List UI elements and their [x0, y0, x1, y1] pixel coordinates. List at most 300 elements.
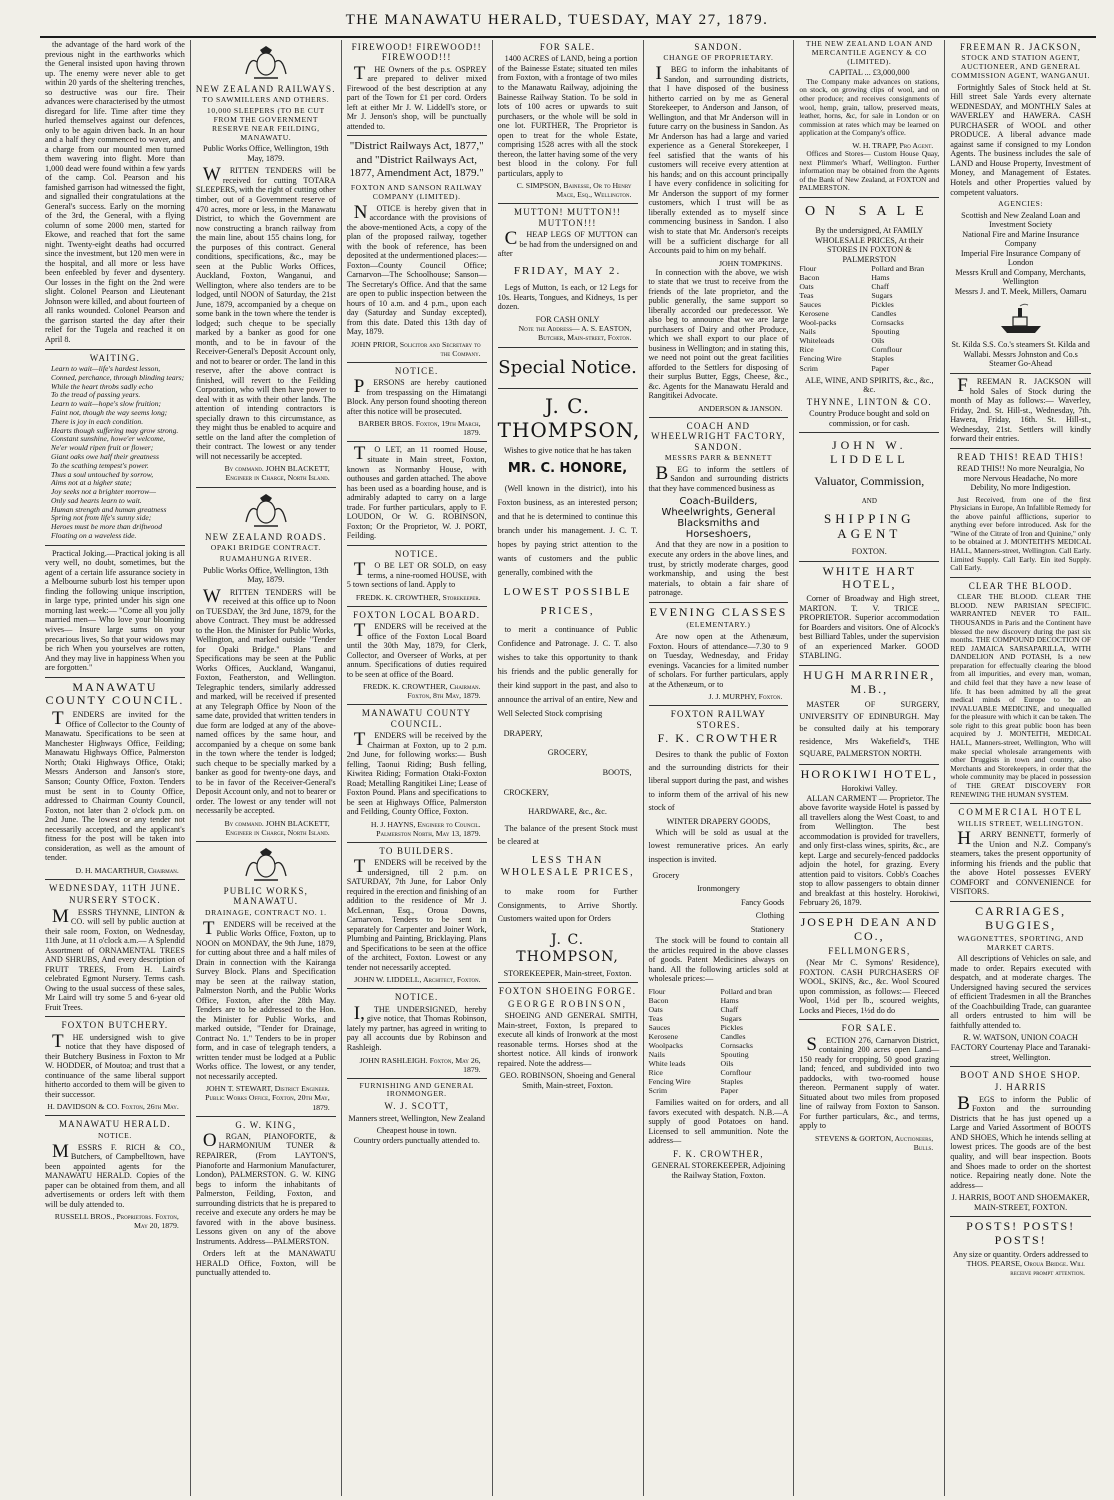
price-list-item: Spouting	[720, 1050, 749, 1060]
divider	[196, 1116, 336, 1117]
divider	[950, 577, 1091, 578]
divider	[498, 388, 638, 389]
price-list-item: Fencing Wire	[648, 1077, 691, 1087]
posts-signature: THOS. PEARSE, Oroua Bridge. Will receive prompt attention.	[966, 1259, 1085, 1278]
crowther-text-2: Which will be sold as usual at the lowest remunerative prices. An early inspection is invited.	[648, 828, 789, 864]
price-list-item: Flour	[799, 264, 817, 274]
forge-heading: FOXTON SHOEING FORGE.	[498, 986, 637, 997]
on-sale-text-2: Country Produce bought and sold on commission, or for cash.	[809, 409, 930, 428]
price-list-item: Paper	[871, 363, 890, 373]
goods-item: Grocery	[652, 870, 680, 880]
price-list-item: Paper	[720, 1086, 739, 1096]
poem-title: WAITING.	[89, 352, 141, 363]
poem-line: Learn to wait—life's hardest lesson,	[51, 363, 161, 373]
special-notice-heading: Special Notice.	[498, 356, 637, 378]
sandon-text-2: In connection with the above, we wish to state that we trust to receive from the friends of the late proprietor, and the public generally, the same support so liberally accorded our predecessor. We also beg to announce that we are large purchasers of Dairy and other Produce, which we shall export to our place of business in Wellington; and in stating this, we need not point out the great facilities afforded to the Settlers for disposing of their surplus Butter, Eggs, Cheese, &c., &c. Agents for the Manawatu Herald and Rangitikei Advocate.	[648, 267, 789, 401]
thompson-intro: Wishes to give notice that he has taken	[503, 445, 632, 455]
column-3	[342, 40, 493, 1496]
evening-classes-heading: EVENING CLASSES	[649, 604, 788, 619]
liddell-subtitle: Valuator, Commission,	[814, 473, 925, 488]
nursery-heading: NURSERY STOCK.	[69, 895, 161, 906]
divider	[950, 803, 1091, 804]
thompson-signature: STOREKEEPER, Main-street, Foxton.	[503, 968, 632, 978]
council-signature: D. H. MACARTHUR, Chairman.	[75, 865, 179, 875]
crowther-text-3: The stock will be found to contain all the articles required in the above classes of goods. Patent Medicines always on hand. All the following articles sold at wholesale prices:—	[648, 936, 789, 984]
mutton-prices: Legs of Mutton, 1s each, or 12 Legs for 10s. Hearts, Tongues, and Kidneys, 1s per dozen.	[497, 283, 638, 312]
price-list-item: Oats	[799, 282, 814, 292]
poem-line: Learn to wait—hope's slow fruition;	[51, 399, 162, 409]
practical-joking-text: Practical Joking.—Practical joking is all very well, no doubt, sometimes, but the agent of a certain life assurance society in a Melbourne suburb lost his temper upon finding the following unique inscription, in large type, printed under his sign one morning last week:— "Come all you jolly married men— Who love your blooming wives— Insure large sums on your precarious lives, So that your widows may be rich When you yourselves are rotten, And they may live in happiness When you are forgotten."	[45, 548, 185, 673]
crowther-text-4: Families waited on for orders, and all favors executed with despatch. N.B.—A supply of good Potatoes on hand. Licensed to sell ammunition. Note the address—	[648, 1098, 789, 1146]
king-orders: Orders left at the MANAWATU HERALD Office, Foxton, will be punctually attended to.	[195, 1249, 336, 1278]
liddell-place: FOXTON.	[851, 547, 887, 557]
divider	[196, 487, 336, 488]
on-sale-signature: THYNNE, LINTON & CO.	[806, 396, 932, 407]
divider	[347, 988, 487, 989]
divider	[347, 704, 487, 705]
carriages-signature: R. W. WATSON, UNION COACH FACTORY Courtenay Place and Taranaki-street, Wellington.	[950, 1033, 1091, 1062]
price-list-item: Oils	[720, 1059, 734, 1069]
sandon-subheading: CHANGE OF PROPRIETARY.	[663, 53, 774, 63]
agencies-heading: AGENCIES:	[998, 199, 1044, 209]
on-sale-list	[799, 264, 939, 372]
section-sale-text: SECTION 276, Carnarvon District, containing 200 acres open Land—150 ready for cropping, 50 good grazing land; fenced, and subdivided into two paddocks, with two-roomed house thereon. Permanent supply of water. Situated about two miles from proposed line of railway from Foxton to Sanson. For further particulars, &c., and terms, apply to	[799, 1033, 940, 1131]
divider	[950, 1066, 1091, 1067]
roads-subheading: OPAKI BRIDGE CONTRACT.	[210, 542, 321, 552]
house-notice-text: TO BE LET OR SOLD, on easy terms, a nine-roomed HOUSE, with 5 town sections of land. Apply to	[346, 559, 487, 590]
divider	[799, 1019, 939, 1020]
price-list-item: Oats	[648, 1004, 663, 1014]
divider	[347, 135, 487, 136]
local-board-heading: FOXTON LOCAL BOARD.	[353, 609, 481, 620]
goods-item: Clothing	[755, 911, 785, 921]
works-heading: PUBLIC WORKS, MANAWATU.	[223, 886, 309, 907]
horokiwi-heading: HOROKIWI HOTEL,	[800, 767, 938, 782]
crowther-signature-2: GENERAL STOREKEEPER, Adjoining the Railway Station, Foxton.	[651, 1161, 786, 1180]
sanson-company-text: NOTICE is hereby given that in accordance with the provisions of the above-mentioned Acts, a copy of the plan of the proposed railway, together with the book of reference, has been deposited at the undermentioned places:— Foxton—County Council Office; Carnarvon—The Schoolhouse; Sanson—The Secretary's Office. And that the same are open to public inspection between the hours of 10 a.m. and 4 p.m., upon each day (Saturday and Sunday excepted), from this date. Dated this 13th day of May, 1879.	[346, 201, 487, 337]
price-list-item: Sugars	[871, 291, 893, 301]
divider	[45, 677, 185, 678]
house-notice-signature: FREDK. K. CROWTHER, Storekeeper.	[355, 592, 481, 602]
thompson-name: J. C. THOMPSON,	[497, 394, 641, 442]
price-list-item: Staples	[720, 1077, 743, 1087]
price-list-item: Chaff	[871, 282, 889, 292]
price-list-item: Pollard and Bran	[871, 264, 925, 274]
price-list-item: Teas	[799, 291, 814, 301]
agency-item: Scottish and New Zealand Loan and Investment Society	[961, 210, 1081, 230]
works-signature: JOHN T. STEWART, District Engineer. Public Works Office, Foxton, 20th May, 1879.	[205, 1084, 330, 1112]
steamer-text: St. Kilda S.S. Co.'s steamers St. Kilda and Wallabi. Messrs Johnston and Co.s Steamer Go-Ahead	[951, 340, 1090, 369]
divider	[799, 912, 939, 913]
works-text: TENDERS will be received at the Public Works Office, Foxton, up to NOON on MONDAY, the 9th June, 1879, for cutting about three and a half miles of Drain in connection with the Kairanga Survey Block. Plans and Specification may be seen at the railway station, Palmerston North, and the Public Works Office, Foxton, after the 28th May. Tenders are to be addressed to the Hon. the Minister for Public Works, and marked outside, "Tender for Drainage, Contract No. 1." Tenders to be in proper form, and in case of telegraph tenders, a written tender must be lodged at a Public Works office. The lowest, or any tender, not necessarily accepted.	[195, 917, 336, 1081]
price-list-item: White leads	[648, 1059, 686, 1069]
coach-factory-text: BEG to inform the settlers of Sandon and surrounding districts that they have commenced business as	[648, 462, 789, 493]
loan-agency-offices: Offices and Stores— Custom House Quay, next Plimmer's Wharf, Wellington. Further information may be obtained from the Agents of the Bank of New Zealand, at FOXTON and PALMERSTON.	[799, 148, 940, 193]
marriner-heading: HUGH MARRINER, M.B.,	[803, 667, 936, 696]
commercial-hotel-heading: COMMERCIAL HOTEL	[958, 807, 1083, 818]
thompson-text-2: to merit a continuance of Public Confidence and Patronage. J. C. T. also wishes to take this opportunity to thank his friends and the public generally for their kind support in the past, and also to announce the arrival of an entire, New and Well Selected Stock comprising	[497, 625, 638, 719]
land-sale-heading: FOR SALE.	[539, 42, 596, 52]
price-list-item: Scrim	[799, 363, 818, 373]
coach-factory-subheading: MESSRS PARR & BENNETT	[664, 453, 772, 463]
local-board-signature: FREDK. K. CROWTHER, Chairman. Foxton, 8th May, 1879.	[362, 682, 481, 701]
poem-line: Hearts though suffering may grow strong.	[51, 425, 179, 435]
divider	[950, 1216, 1091, 1217]
price-list-item: Scrim	[648, 1086, 668, 1096]
column-4	[493, 40, 644, 1496]
crowther-name: F. K. CROWTHER	[657, 731, 780, 746]
railways-heading: NEW ZEALAND RAILWAYS.	[195, 84, 336, 94]
newspaper-page	[40, 40, 1096, 1496]
butchery-signature: H. DAVIDSON & CO. Foxton, 26th May.	[47, 1102, 179, 1112]
mutton-heading: MUTTON! MUTTON!! MUTTON!!!	[514, 207, 622, 228]
dean-text: (Near Mr C. Symons' Residence), FOXTON. CASH PURCHASERS OF WOOL, SKINS, &c., &c. Wool Scoured upon commission, as follows:— Fleeced Wool, 1½d per lb., scoured weights, Locks and Pieces, 1½d do do	[799, 958, 940, 1015]
scott-name: W. J. SCOTT,	[384, 1101, 450, 1112]
mutton-cash: FOR CASH ONLY	[535, 314, 600, 324]
price-list-item: Woolpacks	[648, 1041, 683, 1051]
agency-item: National Fire and Marine Insurance Company	[962, 229, 1080, 249]
liddell-name: JOHN W. LIDDELL	[829, 438, 909, 466]
roads-heading: NEW ZEALAND ROADS.	[204, 531, 327, 542]
evening-classes-signature: J. J. MURPHY, Foxton.	[708, 692, 783, 702]
poem-line: Human strength and human greatness	[51, 504, 167, 514]
thompson-text-4: to make room for Further Consignments, to Arrive Shortly. Customers waited upon for Orders	[497, 886, 638, 924]
column-1	[40, 40, 191, 1496]
dean-subheading: FELLMONGERS,	[828, 945, 911, 956]
boot-shop-signature: J. HARRIS, BOOT AND SHOEMAKER, MAIN-STREET, FOXTON.	[951, 1193, 1090, 1212]
price-list-item: Nails	[799, 327, 816, 337]
crowther-signature: F. K. CROWTHER,	[673, 1148, 764, 1159]
price-list-item: Cornflour	[720, 1068, 752, 1078]
price-list-item: Staples	[871, 354, 894, 364]
jackson-sales-text: FREEMAN R. JACKSON will hold Sales of Stock during the month of May as follows:— Waverley, Friday, 2nd. St. Hill-st., Wednesday, 7th. Hawera, Friday, 16th. St. Hill-st., Wednesday, 21st. Settlers will kindly forward their entries.	[950, 375, 1091, 444]
builders-text: TENDERS will be received by the undersigned, till 2 p.m. on SATURDAY, 7th June, for Labor Only required in the erection and finishing of an addition to the residence of Mr J. McLennan, Esq., Oroua Downs, Carnarvon. Tenders to be sent in separately for Carpenter and Joiner Work, Plumbing and Painting, Bricklaying. Plans and Specifications to be seen at the office of the architect, Foxton. Lowest or any tender not necessarily accepted.	[346, 856, 487, 972]
agency-item: Imperial Fire Insurance Company of London	[960, 248, 1081, 268]
partnership-notice-heading: NOTICE.	[394, 992, 439, 1003]
mutton-signature: Note the Address— A. S. EASTON, Butcher, Main-street, Foxton.	[518, 324, 632, 343]
herald-heading: MANAWATU HERALD.	[58, 1119, 171, 1130]
sanson-company-signature: JOHN PRIOR, Solicitor and Secretary to the Company.	[351, 339, 481, 358]
jackson-heading: FREEMAN R. JACKSON,	[959, 42, 1082, 52]
divider	[950, 373, 1091, 374]
poem-line: Conned, perchance, through blinding tears;	[51, 372, 185, 382]
price-list-item: Cornflour	[871, 345, 903, 355]
boot-shop-name: J. HARRIS	[994, 1082, 1047, 1093]
marriner-text: MASTER OF SURGERY, UNIVERSITY OF EDINBURGH. May be consulted daily at his temporary residence, Mrs Wakefield's, THE SQUARE, PALMERSTON NORTH.	[799, 699, 940, 758]
thompson-prices-2: PRICES,	[540, 604, 595, 617]
thompson-honore: MR. C. HONORE,	[507, 461, 628, 477]
goods-item: CROCKERY,	[503, 787, 549, 797]
price-list-item: Wool-packs	[799, 318, 837, 328]
poem-line: Constant sunshine, howe'er welcome,	[51, 434, 166, 444]
column-5	[644, 40, 795, 1496]
divider	[347, 545, 487, 546]
price-list-item: Kerosene	[799, 309, 829, 319]
price-list-item: Spouting	[871, 327, 900, 337]
goods-item: Ironmongery	[697, 884, 740, 894]
builders-signature: JOHN W. LIDDELL, Architect, Foxton.	[354, 975, 481, 985]
column-7	[945, 40, 1096, 1496]
column-6	[794, 40, 945, 1496]
crowther-goods-list	[649, 869, 789, 937]
mutton-date: FRIDAY, MAY 2.	[513, 264, 622, 277]
posts-text: Any size or quantity. Orders addressed to	[953, 1249, 1089, 1259]
divider	[649, 705, 789, 706]
poem-line: Giant oaks owe half their greatness	[51, 451, 159, 461]
boot-shop-heading: BOOT AND SHOE SHOP.	[960, 1070, 1081, 1081]
price-list-item: Chaff	[720, 1004, 739, 1014]
divider	[347, 606, 487, 607]
white-hart-heading: WHITE HART HOTEL,	[822, 563, 917, 592]
railways-subheading: TO SAWMILLERS AND OTHERS.	[202, 95, 330, 105]
nursery-text: MESSRS THYNNE, LINTON & CO. will sell by public auction at their sale room, Foxton, on Wednesday, 11th June, at 11 o'clock a.m.— A Splendid Assortment of ORNAMENTAL TREES AND SHRUBS, And every description of FRUIT TREES, From H. Laird's celebrated Egmont Nursery. Terms cash. Owing to the usual success of these sales, Mr Laird will try some 5 and 6-year old Fruit Trees.	[45, 905, 185, 1012]
price-list-item: Hams	[720, 995, 739, 1005]
county-council-signature: H. J. HAYNS, Engineer to Council. Palmerston North, May 13, 1879.	[370, 819, 481, 838]
thompson-goods-list	[498, 724, 638, 822]
poem-line: There is joy in each condition.	[51, 416, 144, 426]
divider	[799, 665, 939, 666]
divider	[45, 545, 185, 546]
divider	[347, 1078, 487, 1079]
divider	[799, 764, 939, 765]
partnership-notice-text: I,THE UNDERSIGNED, hereby give notice, that Thomas Robinson, lately my partner, has agreed in writing to pay all accounts due by Robinson and Rashleigh.	[346, 1002, 487, 1052]
local-board-text: TENDERS will be received at the office of the Foxton Local Board until the 30th May, 1879, for Clerk, Collector, and Overseer of Works, at per annum. Specifications of duties required to be seen at office of the Board.	[346, 620, 487, 679]
price-list-item: Candles	[720, 1032, 746, 1042]
price-list-item: Candles	[871, 309, 897, 319]
king-text: ORGAN, PIANOFORTE, & HARMONIUM TUNER & REPAIRER, (From LAYTON'S, Pianoforte and Harmonium Manufacturer, London), PALMERSTON. G. W. KING begs to inform the inhabitants of Palmerston, Feilding, Foxton, and surrounding districts that he is prepared to receive and execute any orders he may be favored with in the above business. Lessons given on any of the above Instruments. Address—PALMERSTON.	[195, 1129, 336, 1246]
agencies-list	[950, 211, 1091, 297]
carriages-heading: CARRIAGES, BUGGIES,	[975, 903, 1067, 932]
read-this-text: READ THIS!! No more Neuralgia, No more Nervous Headache, No more Debility, No more Indigestion.	[957, 464, 1085, 493]
dean-heading: JOSEPH DEAN AND CO.,	[800, 914, 938, 943]
boot-shop-text: BEGS to inform the Public of Foxton and the surrounding Districts that he has just opened up a Large and Varied Assortment of BOOTS AND SHOES, Which he intends selling at lowest prices. The goods are of the best quality, and will bear inspection. Boots and Shoes made to order on the shortest notice. Repairing neatly done. Note the address—	[950, 1092, 1091, 1190]
price-list-item: Bacon	[799, 273, 820, 283]
liddell-and: AND	[861, 496, 877, 505]
poem-line: To the scathing tempest's power.	[51, 460, 149, 470]
divider	[196, 841, 336, 842]
royal-coat-of-arms-icon	[196, 846, 336, 884]
evening-classes-subheading: (ELEMENTARY.)	[686, 620, 751, 630]
railways-text: WRITTEN TENDERS will be received for cutting TOTARA SLEEPERS, with the right of cutting other timber, out of a Government reserve of 470 acres, more or less, in the Manawatu District, to which the Government are now constructing a branch railway from the main line, about 155 chains long, for the purposes of this contract. General conditions, specifications, &c., may be seen at the Public Works Offices, Auckland, Foxton, Wanganui, and Wellington, where also tenders are to be lodged, until NOON of Saturday, the 21st June, 1879, accompanied by a cheque on some bank in the town where the tender is lodged; such cheque to be specially marked by a banker as good for one month, and to be in favour of the Receiver-General's Deposit Account only, and not to bearer or order. The land in this reserve, after the above contract is finished, will revert to the Feilding Corporation, who will then have power to deal with it as with their other lands. The attention of intending contractors is specially drawn to this circumstance, as they might thus be enabled to acquire and settle on the land after the completion of their contract. The lowest or any tender will not necessarily be accepted.	[195, 164, 336, 461]
roads-signature: By command. JOHN BLACKETT, Engineer in Charge, North Island.	[224, 818, 330, 837]
poem-line: Thus a soul untouched by sorrow,	[51, 469, 154, 479]
goods-item: DRAPERY,	[503, 728, 543, 738]
coach-factory-heading: COACH AND WHEELWRIGHT FACTORY, SANDON.	[651, 420, 786, 452]
clear-blood-text: CLEAR THE BLOOD. CLEAR THE BLOOD. NEW PARISIAN SPECIFIC. WARRANTED NEVER TO FAIL. THOUSANDS in Paris and the Continent have blessed the new discovery during the past six months. THE COMPOUND DECOCTION OF RED JAMAICA SARSAPARILLA, WITH DANDELION AND POTASH, Is a new preparation for effectually clearing the blood from all impurities, and every man, woman, and child feel that they have a new lease of life. It has been admitted by all the great medical minds of Europe to be an INVALUABLE MEDICINE, and unequalled for the pleasure with which it can be taken. The sole right to this great public boon has been acquired by J. MONTEITH, MEDICAL HALL, Manners-street, Wellington, Who will make special wholesale arrangements with other Druggists in town and country, also Merchants and Storekeepers, in order that the whole community may be placed in possession of THE GREAT DISCOVERY FOR RENEWING THE HUMAN SYSTEM.	[950, 592, 1091, 799]
herald-subheading: NOTICE.	[97, 1130, 132, 1140]
carriages-text: All descriptions of Vehicles on sale, and made to order. Repairs executed with despatch, and at moderate charges. The Undersigned having secured the services of efficient Tradesmen in all the Branches of the Coachbuilding Trade, can guarantee all orders entrusted to him will be faithfully attended to.	[950, 954, 1091, 1030]
trespass-notice-heading: NOTICE.	[394, 365, 439, 376]
scott-address: Manners street, Wellington, New Zealand	[348, 1113, 485, 1123]
poem-waiting	[45, 365, 185, 541]
crowther-text: Desires to thank the public of Foxton and the surrounding districts for their liberal support during the past, and wishes to inform them of the arrival of his new stock of	[648, 750, 789, 812]
divider	[649, 602, 789, 603]
railways-signature: By command. JOHN BLACKETT, Engineer in Charge, North Island.	[224, 464, 330, 483]
goods-item: Stationery	[750, 924, 785, 934]
nursery-date: WEDNESDAY, 11TH JUNE.	[49, 882, 181, 893]
divider	[799, 197, 939, 198]
roads-office: Public Works Office, Wellington, 13th May, 1879.	[203, 565, 329, 585]
trespass-notice-signature: BARBER BROS. Foxton, 19th March, 1879.	[358, 419, 481, 438]
thompson-signature-name: J. C. THOMPSON,	[516, 932, 619, 965]
price-list-item: Bacon	[648, 995, 669, 1005]
price-list-item: Pollard and bran	[720, 986, 772, 996]
works-subheading: DRAINAGE, CONTRACT NO. 1.	[205, 907, 327, 917]
goods-item: Fancy Goods	[740, 897, 785, 907]
roads-subheading-2: RUAMAHUNGA RIVER.	[219, 553, 312, 563]
forge-signature: GEO. ROBINSON, Shoeing and General Smith, Main-street, Foxton.	[499, 1071, 636, 1090]
divider	[498, 203, 638, 204]
read-this-heading: READ THIS! READ THIS!	[957, 451, 1084, 462]
firewood-text: THE Owners of the p.s. OSPREY are prepared to deliver mixed Firewood of the best description at any part of the Town for £1 per cord. Orders left at either Mr J. W. Liddell's store, or Mr J. Jenson's shop, will be punctually attended to.	[346, 62, 487, 131]
commercial-hotel-subheading: WILLIS STREET, WELLINGTON.	[957, 818, 1084, 828]
partnership-notice-signature: JOHN RASHLEIGH. Foxton, May 26, 1879.	[359, 1055, 481, 1074]
butchery-heading: FOXTON BUTCHERY.	[61, 1020, 169, 1031]
firewood-heading: FIREWOOD! FIREWOOD!! FIREWOOD!!!	[351, 42, 482, 63]
thompson-text-3: The balance of the present Stock must be cleared at	[497, 823, 638, 847]
poem-line: Heroes must be more than driftwood	[51, 522, 163, 532]
sandon-signature: JOHN TOMPKINS.	[718, 258, 783, 268]
divider	[45, 1016, 185, 1017]
sandon-text: IBEG to inform the inhabitants of Sandon, and surrounding districts, that I have disposed of the business hitherto carried on by me as General Storekeeper, to Anderson and Janson, of Wellington, and that Mr Anderson will in future carry on the business in Sandon. As Mr Anderson has had a large and varied experience as a General Storekeeper, I feel satisfied that the wants of his customers will receive every attention at his hands; and on this account principally I have every confidence in soliciting for Mr Anderson the support of my former customers, which I trust will be as liberally extended as to myself since commencing business in Sandon. I also wish to state that Mr. Anderson's receipts will be a sufficient discharge for all Accounts paid to him on my behalf.	[648, 63, 789, 256]
land-sale-text: 1400 ACRES of LAND, being a portion of the Bainesse Estate; situated ten miles from Foxton, with a frontage of two miles to the Manawatu Railway, adjoining the Bainesse Railway Station. To be sold in lots of 100 acres or upwards to suit purchasers, or the whole will be sold in one lot. FURTHER, The Proprietor is open to treat for the whole Estate, comprising 1528 acres with all the stock thereon, the latter having some of the very best blood in the colony. For full particulars, apply to	[497, 54, 638, 178]
column-2	[191, 40, 342, 1496]
loan-agency-signature: W. H. TRAPP, Pro Agent.	[852, 140, 934, 150]
railways-office: Public Works Office, Wellington, 19th May, 1879.	[203, 144, 329, 163]
section-sale-signature: STEVENS & GORTON, Auctioneers, Bulls.	[815, 1133, 934, 1152]
price-list-item: Oils	[871, 336, 885, 346]
price-list-item: Sauces	[799, 300, 822, 310]
loan-agency-heading: THE NEW ZEALAND LOAN AND MERCANTILE AGENCY & CO (LIMITED).	[805, 40, 933, 66]
divider	[347, 362, 487, 363]
goods-item: BOOTS,	[602, 768, 632, 777]
scott-heading: FURNISHING AND GENERAL IRONMONGER.	[359, 1080, 474, 1099]
price-list-item: Flour	[648, 986, 666, 996]
price-list-item: Whiteleads	[799, 336, 835, 346]
citrate-text: Just Received, from one of the first Physicians in Europe, An Infallible Remedy for the above painful afflictions, superior to anything ever before introduced. Ask for the "Wine of the Citrate of Iron and Quinine," only to be obtained at J. MONTEITH'S MEDICAL HALL, Manners-street, Wellington. Call Early. Limited Supply. Call Early. Ein ited Supply. Call Early.	[950, 494, 1091, 573]
divider	[45, 349, 185, 350]
royal-coat-of-arms-icon	[196, 44, 336, 82]
divider	[950, 901, 1091, 902]
price-list-item: Sugars	[720, 1013, 742, 1023]
section-sale-heading: FOR SALE.	[841, 1023, 897, 1034]
horokiwi-subheading: Horokiwi Valley.	[841, 784, 898, 794]
poem-line: Spring not from life's sunny side;	[51, 513, 152, 523]
land-sale-signature: C. SIMPSON, Bainesse, Or to Henry Mace, Esq., Wellington.	[516, 181, 632, 200]
price-list-item: Pickles	[720, 1022, 743, 1032]
royal-coat-of-arms-icon	[196, 492, 336, 530]
liddell-subtitle-2: SHIPPING AGENT	[824, 510, 915, 541]
house-notice-heading: NOTICE.	[394, 548, 439, 559]
carriages-subheading: WAGONETTES, SPORTING, AND MARKET CARTS.	[957, 933, 1084, 952]
price-list-item: Rice	[648, 1068, 663, 1078]
loan-agency-text: The Company make advances on stations, on stock, on growing clips of wool, and on other produce; and receives consignments of wool, hemp, grain, tallow, preserved meats, leather, horns, &c, for sale in London or on commission at rates which may be learned on application at the Company's office.	[799, 76, 940, 138]
king-heading: G. W. KING,	[235, 1119, 297, 1130]
poem-line: To the tread of passing years.	[51, 390, 141, 400]
divider	[649, 417, 789, 418]
price-list-item: Kerosene	[648, 1032, 678, 1042]
divider	[498, 982, 638, 983]
jackson-text: Fortnightly Sales of Stock held at St. Hill street Sale Yards every alternate WEDNESDAY, and MONTHLY Sales at WAVERLEY and HAWERA. CASH PURCHASER of WOOL and other PRODUCE. A liberal advance made against same if consigned to my London Agents. The business includes the sale of LAND and House Property, Investment of Money, and Management of Estates. Hotels and other Properties valued by competent valuators.	[950, 82, 1091, 197]
price-list-item: Pickles	[871, 300, 894, 310]
coach-factory-text-2: And that they are now in a position to execute any orders in the above lines, and trust, by strictly moderate charges, good workmanship, and using the best materials, to obtain a fair share of patronage.	[648, 540, 789, 598]
goods-item: GROCERY,	[547, 748, 588, 758]
on-sale-heading: ON SALE	[804, 203, 934, 219]
scott-orders: Country orders punctually attended to.	[353, 1135, 480, 1145]
poem-line: Ne'er would ripen fruit or flower;	[51, 443, 154, 453]
to-let-text: TO LET, an 11 roomed House, situate in Main street, Foxton, known as Normanby House, with outhouses and garden attached. The above has been used as a boarding house, and is admirably adapted to carry on a large trade. For further particulars, apply to F. LOUDON, Or W. G. ROBINSON, Foxton; Or the Proprietor, W. J. PORT, Feilding.	[346, 443, 487, 541]
posts-heading: POSTS! POSTS! POSTS!	[966, 1219, 1076, 1247]
council-heading: MANAWATU COUNTY COUNCIL.	[45, 679, 185, 708]
price-list-item: Rice	[799, 345, 814, 355]
sandon-heading: SANDON.	[694, 42, 743, 52]
horokiwi-text: ALLAN CARMENT — Proprietor. The above favorite wayside Hotel is passed by all travellers along the West Coast, to and from Wellington. The best accommodation is provided for travellers, and only first-class wines, spirits, &c., are kept. Large and securely-fenced paddocks adjoin the hotel, for grazing. Every attention paid to visitors. Cobb's Coaches stop to allow passengers to obtain dinner and breakfast at this hostelry. Horokiwi, February 26, 1879.	[799, 793, 940, 908]
thompson-wholesale: LESS THAN WHOLESALE PRICES,	[500, 855, 635, 879]
poem-line: While the heart throbs sadly echo	[51, 381, 154, 391]
on-sale-spirits: ALE, WINE, AND SPIRITS, &c., &c., &c.	[805, 375, 934, 395]
railway-stores-heading: FOXTON RAILWAY STORES.	[670, 709, 767, 730]
railway-acts-title: "District Railways Act, 1877," and "District Railways Act, 1877, Amendment Act, 1879."	[349, 140, 484, 179]
county-council-text: TENDERS will be received by the Chairman at Foxton, up to 2 p.m. 2nd June, for following works:— Bush felling, Taonui Riding; Bush felling, Kiwitea Riding; Formation Otaki-Foxton Road; Metalling Rangitikei Line; Lease of Foxton Pound. Plans and specifications to be seen at Highways Office, Palmerston and Feilding, County Office, Foxton.	[346, 729, 487, 817]
divider	[347, 441, 487, 442]
roads-text: WRITTEN TENDERS will be received at this office up to Noon on TUESDAY, the 3rd June, 1879, for the above Contract. They must be addressed to the Hon. the Minister for Public Works, Wellington, and marked outside "Tender for Opaki Bridge." Plans and Specifications may be seen at the Public Works Offices, Auckland, Wanganui, Foxton, Featherston, and Wellington. Telegraphic tenders, similarly addressed and marked, will be received if presented at any Telegraph Office by Noon of the same date, provided that written tenders in due form are lodged at any of the above-named offices by the same hour, and accompanied by a cheque on some bank in the town where the tender is lodged; such cheque to be specially marked by a banker as good for twenty-one days, and to be in favor of the Receiver-General's Deposit Account only, and not to bearer or order. The lowest or any tender will not necessarily be accepted.	[195, 585, 336, 816]
crowther-wholesale-list	[649, 987, 789, 1095]
price-list-item: Cornsacks	[871, 318, 904, 328]
herald-text: MESSRS F. RICH & CO., Butchers, of Campbelltown, have been appointed agents for the MANAWATU HERALD. Copies of the paper can be obtained from them, and all advertisements or orders left with them will be duly attended to.	[45, 1140, 185, 1209]
commercial-hotel-text: HARRY BENNETT, formerly of the Union and N.Z. Company's steamers, takes the present opportunity of informing his friends and the public that the above Hotel possesses EVERY COMFORT and CONVENIENCE for VISITORS.	[950, 828, 1091, 897]
thompson-prices-1: LOWEST POSSIBLE	[503, 585, 632, 598]
builders-heading: TO BUILDERS.	[379, 845, 455, 856]
poem-line: Faint not, though the way seems long;	[51, 407, 168, 417]
divider	[498, 347, 638, 348]
jackson-subheading: STOCK AND STATION AGENT, AUCTIONEER, AND GENERAL COMMISSION AGENT, WANGANUI.	[951, 53, 1090, 81]
steamer-icon	[950, 300, 1091, 338]
evening-classes-text: Are now open at the Athenæum, Foxton. Hours of attendance—7.30 to 9 on Tuesday, Wednesday, and Friday evenings. Vacancies for a limited number of scholars. For further particulars, apply at the Athenæum, or to	[648, 632, 789, 689]
sandon-signature-2: ANDERSON & JANSON.	[698, 403, 783, 413]
coach-factory-trade: Coach-Builders, Wheelwrights, General Blacksmiths and Horseshoers,	[661, 496, 776, 541]
masthead: THE MANAWATU HERALD, TUESDAY, MAY 27, 1879.	[0, 0, 1114, 38]
poem-line: Joy seeks not a brighter morrow—	[51, 487, 156, 497]
agency-item: Messrs Krull and Company, Merchants, Wellington	[955, 267, 1086, 287]
white-hart-text: Corner of Broadway and High street, MARTON. T. V. TRICE ... PROPRIETOR. Superior accommodation for Boarders and visitors. One of Alcock's best Billiard Tables, under the supervision of an experienced Marker. GOOD STABLING.	[799, 594, 940, 661]
war-report: the advantage of the hard work of the previous night in the earthworks which the General insisted upon having thrown up. The enemy were never able to get within 20 yards of the sheltering trenches, so destructive was our fire. Their advances were characterised by the utmost disregard for life. Time after time they hurled themselves against our defences, only to be again driven back. In an hour and a half they commenced to waver, and a charge from our mounted men turned them wavering into flight. More than 1,000 dead were found within a few yards of the camp. Col. Pearson and his famished garrison had witnessed the fight, and signalled their congratulations at the General's success. Early on the morning of the 3rd, the General, with a flying column of some 2000 men, started for Ekowe, and reached that fort the same night. Twenty-eight deaths had occurred since the investment, but 120 men were in the hospital, and all more or less have been enfeebled by fever and dysentery. Our losses in the fight on the 2nd were slight. Colonel Pearson and Lieutenant Johnson were killed, and about fourteen of all ranks wounded. Colonel Pearson and the garrison started the day after their relief for the Tugela and reached it on April 8.	[45, 40, 185, 344]
on-sale-text: By the undersigned, At FAMILY WHOLESALE PRICES, At their STORES IN FOXTON & PALMERSTON	[814, 226, 924, 264]
price-list-item: Nails	[648, 1050, 665, 1060]
sanson-company-heading: FOXTON AND SANSON RAILWAY COMPANY (LIMITED).	[350, 183, 483, 201]
loan-agency-capital: CAPITAL ... £3,000,000	[828, 68, 910, 78]
goods-item: HARDWARE, &c., &c.	[528, 807, 607, 817]
thompson-text: (Well known in the district), into his Foxton business, as an interested person; and that he is determined to continue this branch under his management. J. C. T. hopes by paying strict attention to the wants of customers and the public generally, combined with the	[497, 484, 638, 577]
divider	[799, 561, 939, 562]
divider	[799, 432, 939, 433]
scott-tagline: Cheapest house in town.	[376, 1126, 457, 1136]
railways-subheading-2: 10,000 SLEEPERS (TO BE CUT FROM THE GOVERNMENT RESERVE NEAR FEILDING, MANAWATU.	[206, 106, 325, 142]
price-list-item: Sauces	[648, 1022, 671, 1032]
mutton-text: CHEAP LEGS OF MUTTON can be had from the undersigned on and after	[497, 228, 638, 259]
forge-name: GEORGE ROBINSON,	[508, 998, 628, 1009]
price-list-item: Teas	[648, 1013, 663, 1023]
divider	[347, 842, 487, 843]
council-text: TENDERS are invited for the Office of Collector to the County of Manawatu. Specifications to be seen at Manchester Highways Office, Feilding; Manawatu Highways Office, Palmerston North; Otaki Highways Office, Otaki; Messrs Anderson and Janson's store, Sanson; County Office, Foxton. Tenders must be sent in to County Office, addressed to Chairman County Council, Foxton, not later than 2 o'clock p.m. on 2nd June. The lowest or any tender not necessarily accepted, and the applicant's fitness for the post will be taken into consideration, as well as the amount of tender.	[45, 708, 185, 863]
county-council-heading: MANAWATU COUNTY COUNCIL.	[361, 708, 472, 729]
butchery-text: THE undersigned wish to give notice that they have disposed of their Butchery Business in Foxton to Mr W. HODDER, of Moutoa; and trust that a continuance of the same liberal support hitherto accorded to them will be given to their successor.	[45, 1030, 185, 1099]
poem-line: Aims not at a higher state;	[51, 478, 132, 488]
price-list-item: Fencing Wire	[799, 354, 842, 364]
forge-text: SHOEING AND GENERAL SMITH, Main-street, Foxton, Is prepared to execute all kinds of Ironwork at the most reasonable terms. Horses shod at the shortest notice. All kinds of ironwork repaired. Note the address—	[497, 1011, 638, 1068]
poem-line: Only sad hearts learn to wait.	[51, 495, 142, 505]
herald-signature: RUSSELL BROS., Proprietors. Foxton, May 20, 1879.	[54, 1212, 179, 1231]
agency-item: Messrs J. and T. Meek, Millers, Oamaru	[954, 286, 1087, 296]
